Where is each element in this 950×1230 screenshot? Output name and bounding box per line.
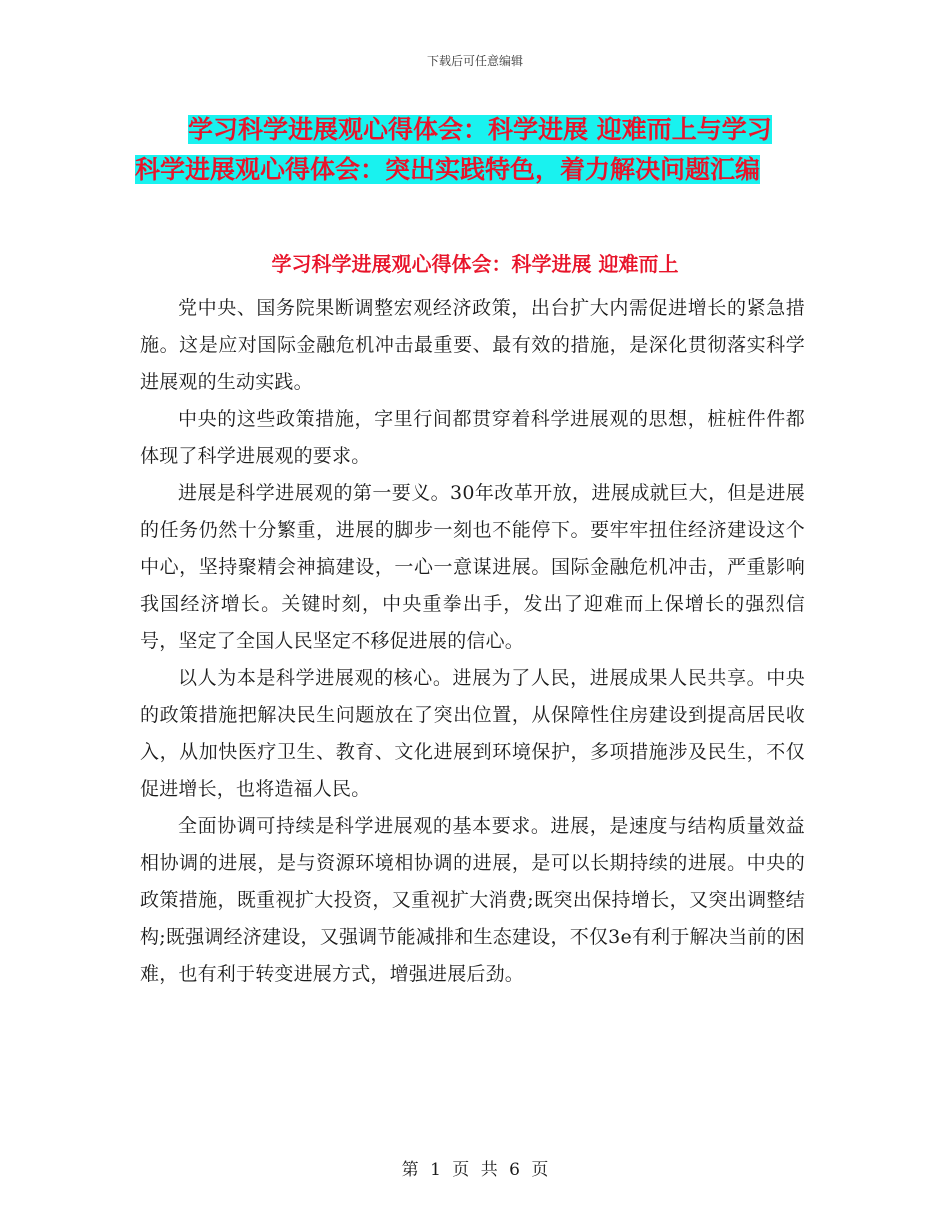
body-text: [140, 290, 805, 993]
section-title: 学习科学进展观心得体会：科学进展 迎难而上: [271, 252, 679, 276]
page-header-note: 下载后可任意编辑: [426, 54, 523, 68]
document-title-line-2-text: 科学进展观心得体会：突出实践特色，着力解决问题汇编: [135, 155, 761, 184]
document-title: [135, 110, 825, 190]
paragraph: 以人为本是科学进展观的核心。进展为了人民，进展成果人民共享。中央的政策措施把解决民生问题放在了突出位置，从保障性住房建设到提高居民收入，从加快医疗卫生、教育、文化进展到环境保护，多项措施涉及民生，不仅促进增长，也将造福人民。: [140, 667, 805, 800]
document-title-line-1-text: 学习科学进展观心得体会：科学进展 迎难而上与学习: [188, 115, 772, 144]
page-footer-page-info: 第 1 页 共 6 页: [401, 1160, 549, 1180]
document-title-line-2: [135, 150, 825, 190]
paragraph: 中央的这些政策措施，字里行间都贯穿着科学进展观的思想，桩桩件件都体现了科学进展观的要求。: [140, 408, 805, 467]
paragraph: 进展是科学进展观的第一要义。30年改革开放，进展成就巨大，但是进展的任务仍然十分繁重，进展的脚步一刻也不能停下。要牢牢扭住经济建设这个中心，坚持聚精会神搞建设，一心一意谋进展。国际金融危机冲击，严重影响我国经济增长。关键时刻，中央重拳出手，发出了迎难而上保增长的强烈信号，坚定了全国人民坚定不移促进展的信心。: [140, 482, 805, 652]
paragraph: 全面协调可持续是科学进展观的基本要求。进展，是速度与结构质量效益相协调的进展，是与资源环境相协调的进展，是可以长期持续的进展。中央的政策措施，既重视扩大投资，又重视扩大消费;既突出保持增长，又突出调整结构;既强调经济建设，又强调节能减排和生态建设，不仅3e有利于解决当前的困难，也有利于转变进展方式，增强进展后劲。: [140, 815, 805, 985]
paragraph: 党中央、国务院果断调整宏观经济政策，出台扩大内需促进增长的紧急措施。这是应对国际金融危机冲击最重要、最有效的措施，是深化贯彻落实科学进展观的生动实践。: [140, 297, 805, 393]
document-title-line-1: [135, 110, 825, 150]
